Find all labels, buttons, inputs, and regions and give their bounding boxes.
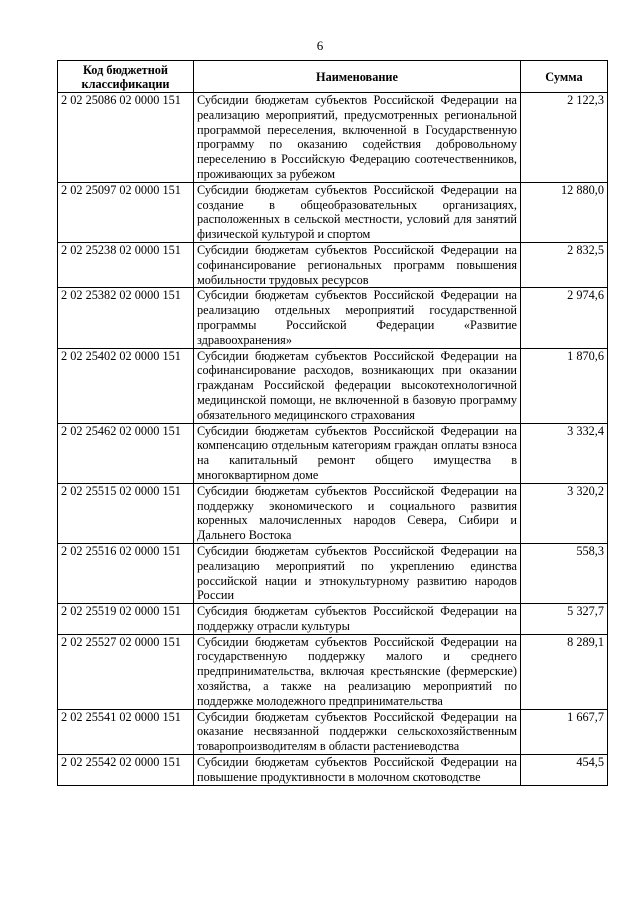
- row-name: Субсидии бюджетам субъектов Российской Федерации на реализацию мероприятий по укреплению единства российской нации и этнокультурному развитию народов России: [194, 543, 521, 603]
- row-sum: 1 667,7: [521, 709, 608, 754]
- row-code: 2 02 25541 02 0000 151: [58, 709, 194, 754]
- table-header-row: [58, 61, 608, 93]
- row-name: Субсидии бюджетам субъектов Российской Федерации на поддержку экономического и социального развития коренных малочисленных народов Севера, Сибири и Дальнего Востока: [194, 483, 521, 543]
- row-name: Субсидии бюджетам субъектов Российской Федерации на реализацию отдельных мероприятий государственной программы Российской Федерации «Развитие здравоохранения»: [194, 288, 521, 348]
- row-name: Субсидии бюджетам субъектов Российской Федерации на повышение продуктивности в молочном скотоводстве: [194, 755, 521, 786]
- table-row: [58, 755, 608, 786]
- row-code: 2 02 25097 02 0000 151: [58, 182, 194, 242]
- table-row: [58, 182, 608, 242]
- row-sum: 454,5: [521, 755, 608, 786]
- row-sum: 12 880,0: [521, 182, 608, 242]
- table-row: [58, 288, 608, 348]
- table-row: [58, 93, 608, 183]
- row-code: 2 02 25238 02 0000 151: [58, 242, 194, 287]
- row-name: Субсидия бюджетам субъектов Российской Федерации на поддержку отрасли культуры: [194, 604, 521, 635]
- row-sum: 2 832,5: [521, 242, 608, 287]
- row-code: 2 02 25542 02 0000 151: [58, 755, 194, 786]
- row-sum: 3 320,2: [521, 483, 608, 543]
- row-sum: 8 289,1: [521, 634, 608, 709]
- table-body: [58, 93, 608, 786]
- row-code: 2 02 25527 02 0000 151: [58, 634, 194, 709]
- table-row: [58, 242, 608, 287]
- row-name: Субсидии бюджетам субъектов Российской Федерации на софинансирование расходов, возникающих при оказании гражданам Российской федерации высокотехнологичной медицинской помощи, не включенной в базовую программу обязательного медицинского страхования: [194, 348, 521, 423]
- row-name: Субсидии бюджетам субъектов Российской Федерации на компенсацию отдельным категориям граждан оплаты взноса на капитальный ремонт общего имущества в многоквартирном доме: [194, 423, 521, 483]
- row-name: Субсидии бюджетам субъектов Российской Федерации на создание в общеобразовательных организациях, расположенных в сельской местности, условий для занятий физической культурой и спортом: [194, 182, 521, 242]
- row-code: 2 02 25462 02 0000 151: [58, 423, 194, 483]
- row-sum: 2 122,3: [521, 93, 608, 183]
- table-row: [58, 543, 608, 603]
- table-row: [58, 709, 608, 754]
- row-sum: 5 327,7: [521, 604, 608, 635]
- budget-table: [57, 60, 608, 786]
- row-code: 2 02 25515 02 0000 151: [58, 483, 194, 543]
- row-sum: 3 332,4: [521, 423, 608, 483]
- header-sum: Сумма: [521, 61, 608, 93]
- row-name: Субсидии бюджетам субъектов Российской Федерации на государственную поддержку малого и среднего предпринимательства, включая крестьянские (фермерские) хозяйства, а также на реализацию мероприятий по поддержке молодежного предпринимательства: [194, 634, 521, 709]
- page-number: 6: [316, 38, 324, 53]
- row-code: 2 02 25402 02 0000 151: [58, 348, 194, 423]
- table-row: [58, 483, 608, 543]
- header-code: Код бюджетной классификации: [58, 61, 194, 93]
- header-name: Наименование: [194, 61, 521, 93]
- row-sum: 558,3: [521, 543, 608, 603]
- row-code: 2 02 25086 02 0000 151: [58, 93, 194, 183]
- table-row: [58, 634, 608, 709]
- row-name: Субсидии бюджетам субъектов Российской Федерации на софинансирование региональных программ повышения мобильности трудовых ресурсов: [194, 242, 521, 287]
- row-code: 2 02 25519 02 0000 151: [58, 604, 194, 635]
- row-name: Субсидии бюджетам субъектов Российской Федерации на оказание несвязанной поддержки сельскохозяйственным товаропроизводителям в области растениеводства: [194, 709, 521, 754]
- row-code: 2 02 25516 02 0000 151: [58, 543, 194, 603]
- row-name: Субсидии бюджетам субъектов Российской Федерации на реализацию мероприятий, предусмотренных региональной программой переселения, включенной в Государственную программу по оказанию содействия добровольному переселению в Российскую Федерацию соотечественников, проживающих за рубежом: [194, 93, 521, 183]
- row-sum: 2 974,6: [521, 288, 608, 348]
- row-code: 2 02 25382 02 0000 151: [58, 288, 194, 348]
- table-row: [58, 604, 608, 635]
- row-sum: 1 870,6: [521, 348, 608, 423]
- table-row: [58, 348, 608, 423]
- table-row: [58, 423, 608, 483]
